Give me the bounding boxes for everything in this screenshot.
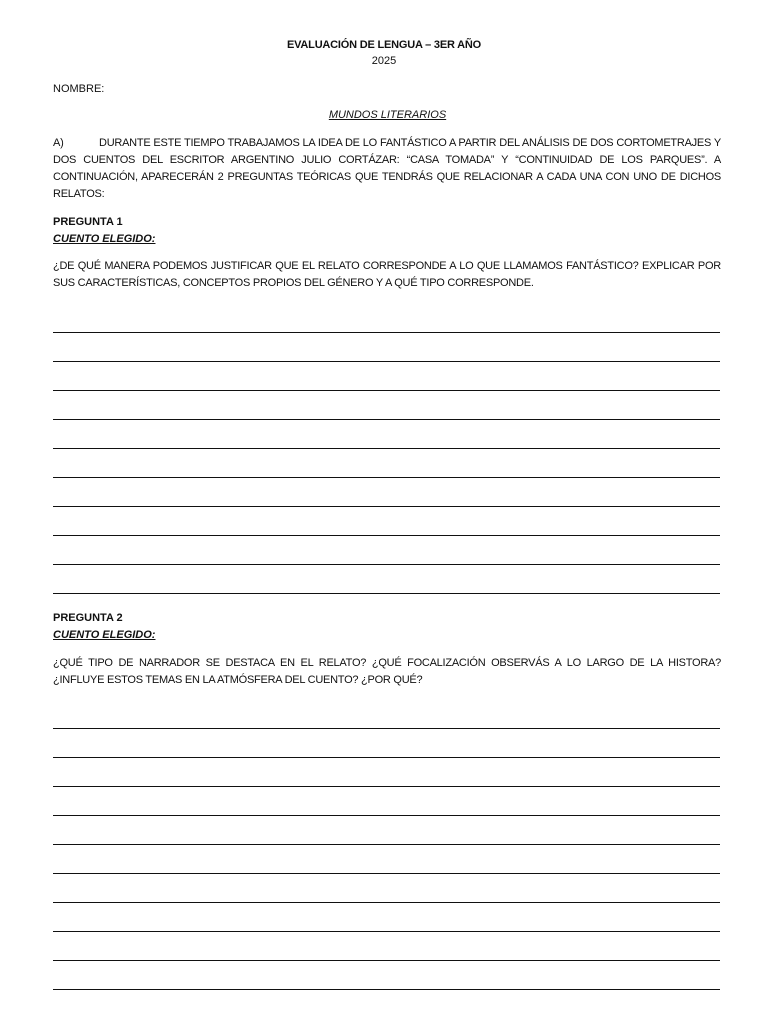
intro-marker: A) <box>53 137 64 149</box>
section-subtitle: MUNDOS LITERARIOS <box>328 109 447 121</box>
answer-line <box>53 960 720 961</box>
answer-line <box>53 535 720 536</box>
answer-line <box>53 419 720 420</box>
answer-line <box>53 931 720 932</box>
answer-line <box>53 757 720 758</box>
page-title: EVALUACIÓN DE LENGUA – 3ER AÑO <box>286 39 482 51</box>
answer-line <box>53 564 720 565</box>
answer-line <box>53 873 720 874</box>
answer-line <box>53 728 720 729</box>
answer-line <box>53 902 720 903</box>
answer-line <box>53 593 720 594</box>
answer-line <box>53 477 720 478</box>
answer-line <box>53 844 720 845</box>
intro-text: DURANTE ESTE TIEMPO TRABAJAMOS LA IDEA DE LO FANTÁSTICO A PARTIR DEL ANÁLISIS DE DOS CORTOMETRAJES Y DOS CUENTOS DEL ESCRITOR ARGENTINO JULIO CORTÁZAR: “CASA TOMADA” Y “CONTINUIDAD DE LOS PARQUES”. A CONTINUACIÓN, APARECERÁN 2 PREGUNTAS TEÓRICAS QUE TENDRÁS QUE RELACIONAR A CADA UNA CON UNO DE DICHOS RELATOS: <box>53 137 721 200</box>
answer-line <box>53 989 720 990</box>
answer-line <box>53 786 720 787</box>
exam-year: 2025 <box>371 55 397 67</box>
question-2-text: ¿QUÉ TIPO DE NARRADOR SE DESTACA EN EL RELATO? ¿QUÉ FOCALIZACIÓN OBSERVÁS A LO LARGO DE LA HISTORA? ¿INFLUYE ESTOS TEMAS EN LA ATMÓSFERA DEL CUENTO? ¿POR QUÉ? <box>53 657 721 686</box>
question-2-story-label: CUENTO ELEGIDO: <box>53 629 156 641</box>
question-2-heading: PREGUNTA 2 <box>53 612 123 624</box>
answer-line <box>53 332 720 333</box>
answer-line <box>53 506 720 507</box>
answer-line <box>53 361 720 362</box>
question-1-heading: PREGUNTA 1 <box>53 216 123 228</box>
question-1-text: ¿DE QUÉ MANERA PODEMOS JUSTIFICAR QUE EL RELATO CORRESPONDE A LO QUE LLAMAMOS FANTÁSTICO? EXPLICAR POR SUS CARACTERÍSTICAS, CONCEPTOS PROPIOS DEL GÉNERO Y A QUÉ TIPO CORRESPONDE. <box>53 260 721 289</box>
answer-line <box>53 815 720 816</box>
name-label: NOMBRE: <box>53 83 105 95</box>
intro-paragraph <box>53 135 721 203</box>
question-1-story-label: CUENTO ELEGIDO: <box>53 233 156 245</box>
answer-line <box>53 390 720 391</box>
answer-line <box>53 448 720 449</box>
